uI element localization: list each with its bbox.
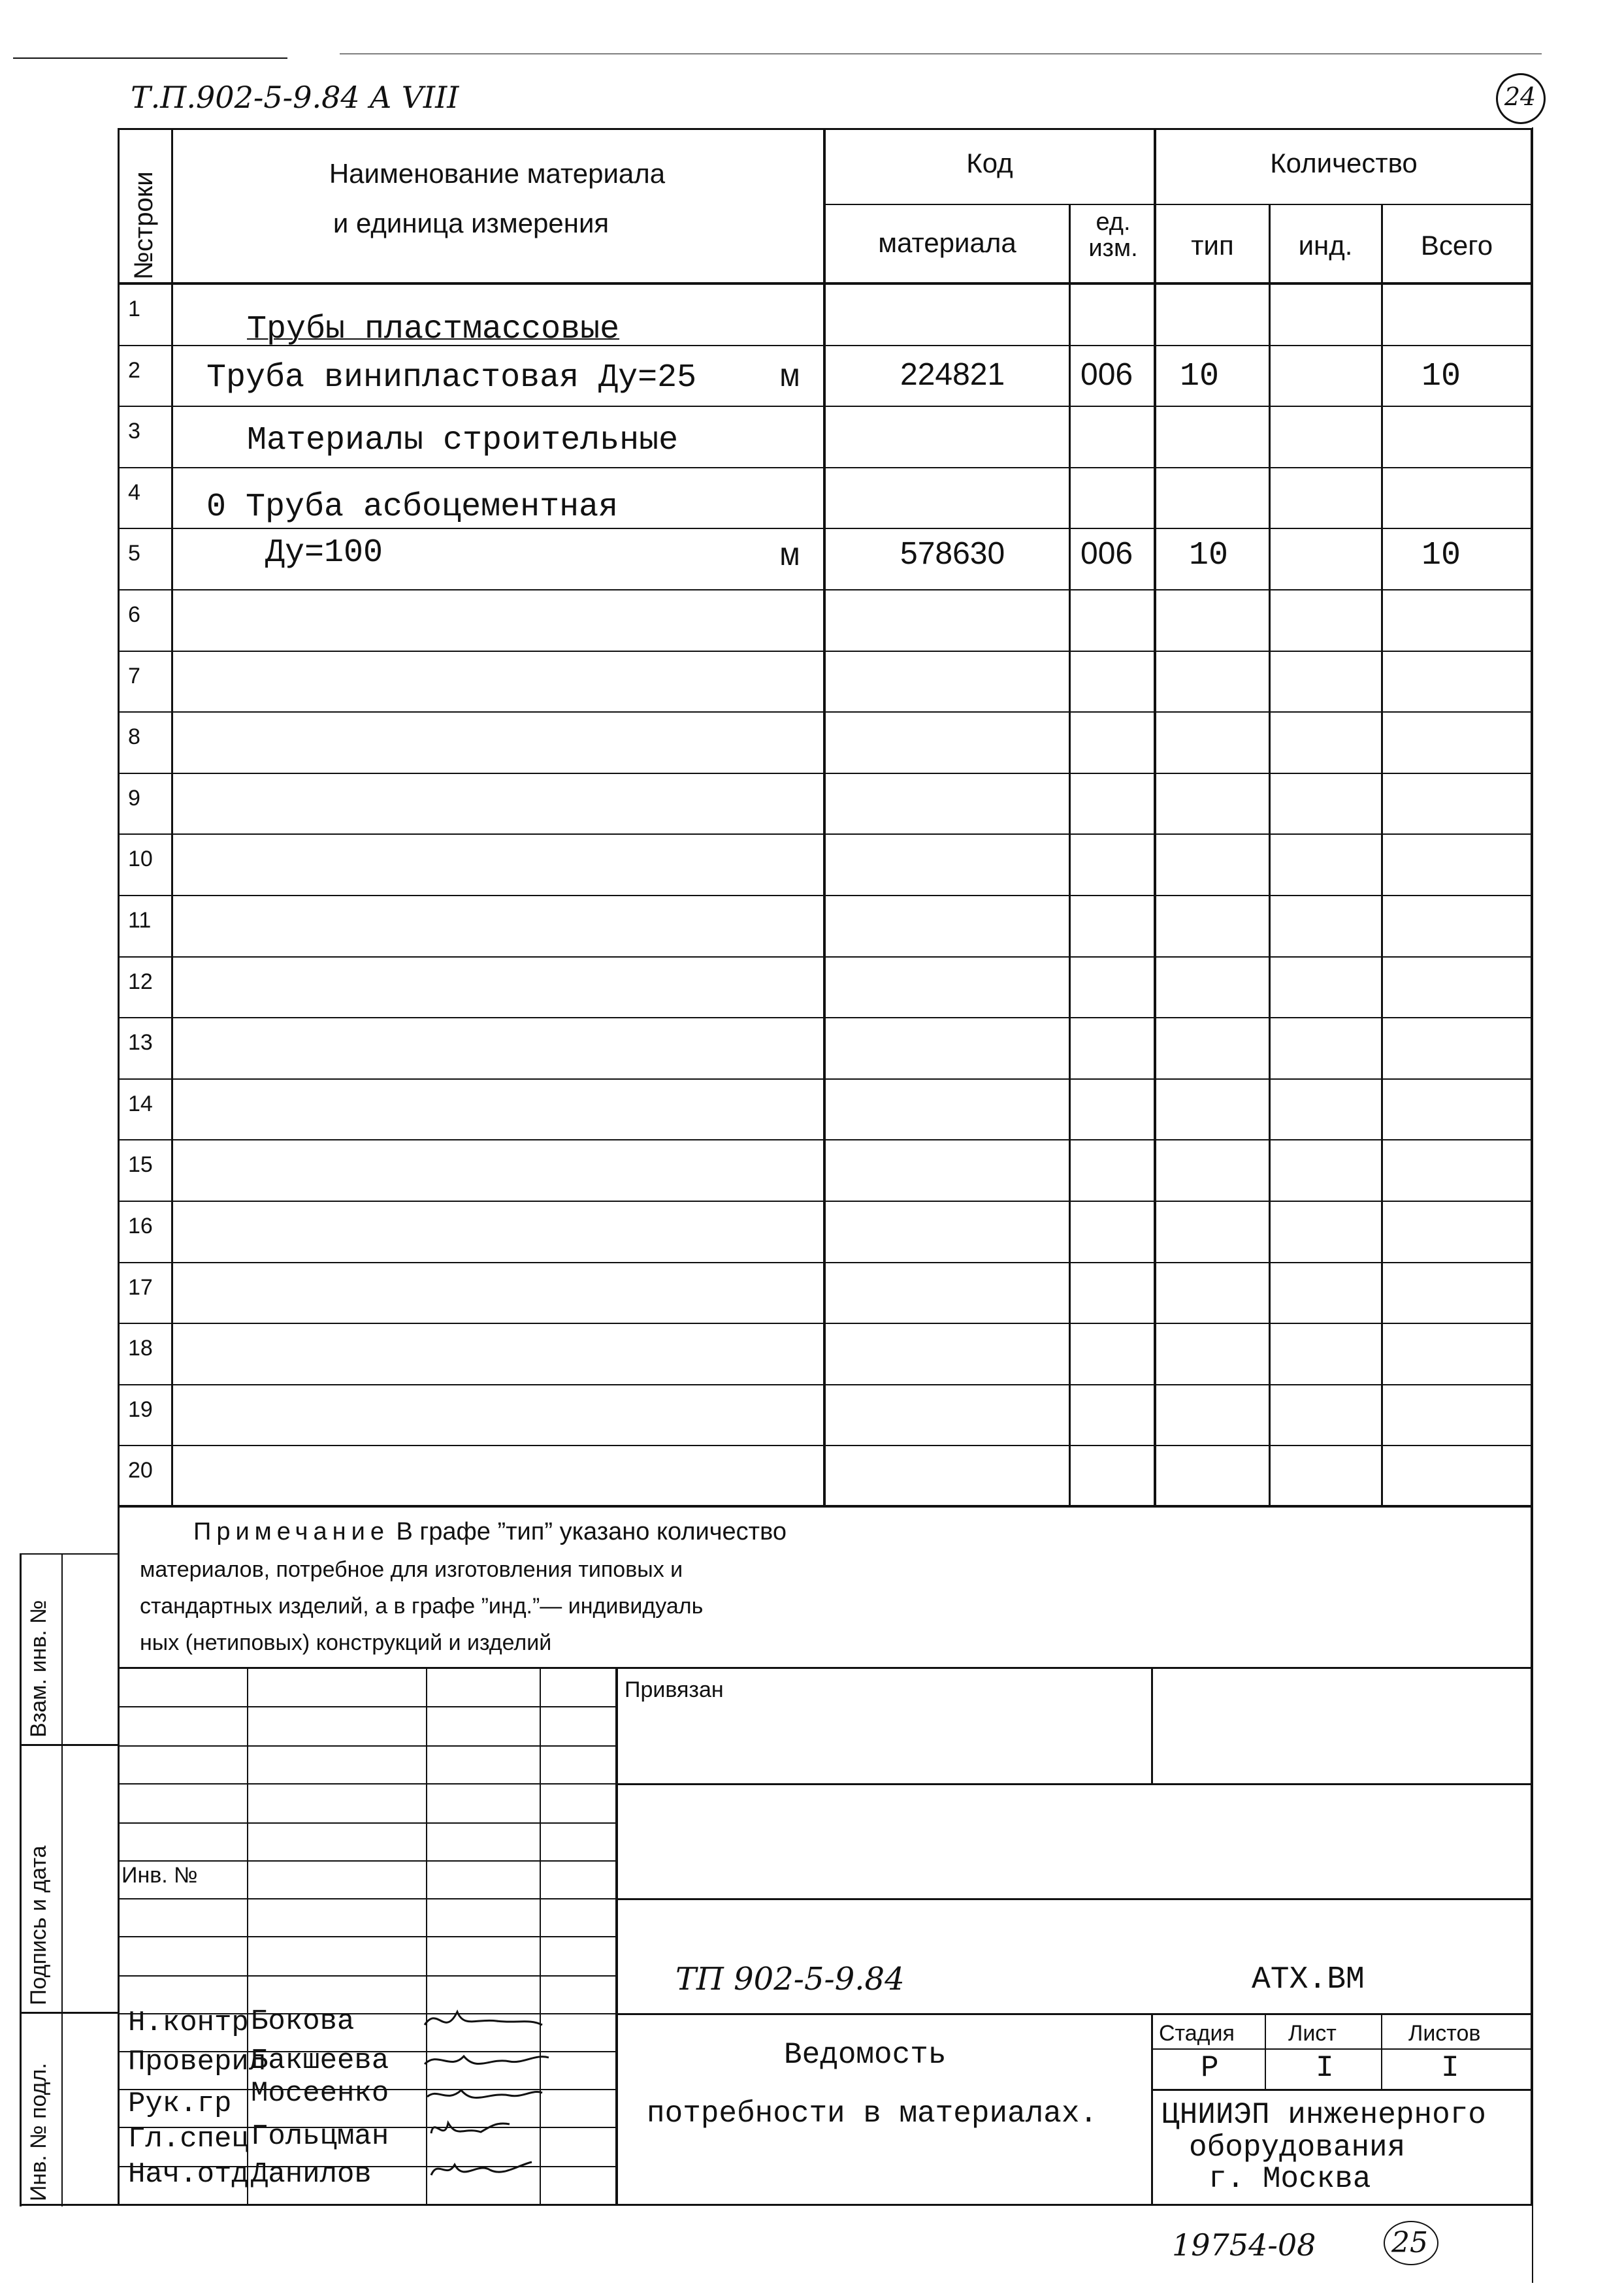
side-col-left <box>20 1553 22 2206</box>
side-label-vzam: Взам. инв. № <box>26 1600 51 1737</box>
row-separator <box>118 651 1531 652</box>
row-separator <box>118 1078 1531 1080</box>
col-line-5 <box>1269 204 1271 1508</box>
signer-role-3: Рук.гр <box>128 2088 232 2120</box>
row-number: 10 <box>128 847 153 871</box>
row-number: 2 <box>128 358 140 383</box>
listov-value: I <box>1441 2051 1459 2085</box>
archive-number: 19754-08 <box>1172 2227 1316 2263</box>
col-line-6 <box>1381 204 1383 1508</box>
hdr-sub-line <box>824 204 1531 205</box>
inv-no-label: Инв. № <box>122 1863 198 1888</box>
col-line-3 <box>1069 204 1071 1508</box>
note-line-3: стандартных изделий, а в графе ”инд.”— индивидуаль <box>140 1594 704 1619</box>
org-line-3: г. Москва <box>1209 2162 1371 2196</box>
designation: ТП 902-5-9.84 <box>675 1961 905 1997</box>
title-line-1: Ведомость <box>784 2038 947 2072</box>
tb-stage-col <box>1151 2013 1153 2205</box>
side-label-inv-podl: Инв. № подл. <box>26 2063 51 2201</box>
tb-grid-row <box>118 1975 617 1977</box>
tb-top <box>118 1667 1533 1669</box>
col-header-qty-type: тип <box>1191 230 1234 261</box>
tb-sep-designation <box>615 2013 1533 2015</box>
signer-role-2: Проверил <box>128 2046 267 2078</box>
signer-name-5: Данилов <box>251 2158 372 2191</box>
signer-role-5: Нач.отд <box>128 2158 249 2191</box>
row-separator <box>118 833 1531 835</box>
signer-name-2: Бакшеева <box>251 2044 389 2077</box>
col-header-code-material: материала <box>878 227 1016 258</box>
tb-grid-row <box>118 1783 617 1785</box>
row-separator <box>118 956 1531 958</box>
signature-3 <box>427 2090 542 2097</box>
col-header-qty-total: Всего <box>1420 230 1493 261</box>
tb-sep-privyazan <box>615 1783 1533 1785</box>
row2-unit: м <box>780 359 800 396</box>
tb-grid-row <box>118 1745 617 1747</box>
row2-ed: 006 <box>1080 357 1133 392</box>
side-col-mid <box>61 1553 63 2206</box>
row5-total: 10 <box>1421 537 1461 574</box>
col-header-qty: Количество <box>1270 148 1418 178</box>
signature-5 <box>431 2162 532 2175</box>
col-line-2 <box>823 128 826 1508</box>
note-line-1 <box>193 1518 787 1546</box>
col-line-4 <box>1154 128 1156 1508</box>
table-right <box>1531 128 1533 1508</box>
row-number: 14 <box>128 1091 153 1116</box>
tb-stage-col-2 <box>1265 2013 1266 2089</box>
signature-4 <box>431 2123 510 2133</box>
row-number: 20 <box>128 1458 153 1483</box>
signer-name-3: Мосеенко <box>251 2077 389 2110</box>
row2-name: Труба винипластовая Ду=25 <box>206 359 697 396</box>
note-text-1: В графе ”тип” указано количество <box>396 1518 787 1545</box>
doc-code: Т.П.902-5-9.84 А VIII <box>131 80 459 115</box>
table-left <box>118 128 120 2205</box>
sheet-number: 25 <box>1391 2226 1428 2259</box>
row-separator <box>118 589 1531 590</box>
row-separator <box>118 467 1531 468</box>
tb-stage-bottom <box>1151 2089 1533 2091</box>
note-label: Примечание <box>193 1518 389 1545</box>
tb-grid-row <box>118 1706 617 1707</box>
row-separator <box>118 1017 1531 1018</box>
col-header-qty-ind: инд. <box>1298 230 1353 261</box>
tb-stage-col-3 <box>1381 2013 1382 2089</box>
row-number: 18 <box>128 1336 153 1361</box>
row-separator <box>118 528 1531 529</box>
row5-unit: м <box>780 538 800 575</box>
row3-name: Материалы строительные <box>247 422 679 459</box>
signer-role-4: Гл.спец <box>128 2123 249 2156</box>
row-number: 1 <box>128 297 140 321</box>
list-value: I <box>1316 2051 1334 2085</box>
col-header-name-1: Наименование материала <box>329 158 666 189</box>
row-separator <box>118 1262 1531 1263</box>
row2-type: 10 <box>1180 358 1220 395</box>
tb-grid-row <box>118 1936 617 1937</box>
row-separator <box>118 895 1531 896</box>
list-label: Лист <box>1288 2021 1337 2046</box>
row5-code: 578630 <box>900 536 1005 571</box>
row-separator <box>118 1201 1531 1202</box>
tb-grid-row <box>118 1822 617 1824</box>
row-number: 4 <box>128 480 140 505</box>
top-rule <box>13 57 287 59</box>
stadia-label: Стадия <box>1159 2021 1235 2046</box>
row4-name: 0 Труба асбоцементная <box>206 489 619 526</box>
row-separator <box>118 406 1531 407</box>
col-header-rowno: №строки <box>129 171 158 280</box>
tb-right-col <box>1151 1667 1153 1785</box>
signer-role-1: Н.контр <box>128 2007 249 2039</box>
org-line-1: ЦНИИЭП инженерного <box>1161 2098 1486 2132</box>
row-number: 9 <box>128 786 140 811</box>
row-number: 7 <box>128 664 140 688</box>
row2-code: 224821 <box>900 357 1005 392</box>
row5-type: 10 <box>1189 537 1229 574</box>
row2-total: 10 <box>1421 358 1461 395</box>
section-code: АТХ.ВМ <box>1252 1962 1365 1997</box>
row-number: 15 <box>128 1152 153 1177</box>
title-line-2: потребности в материалах. <box>647 2097 1098 2131</box>
listov-label: Листов <box>1408 2021 1481 2046</box>
row-separator <box>118 773 1531 774</box>
signer-name-1: Бокова <box>251 2005 355 2038</box>
signature-2 <box>425 2056 549 2064</box>
note-line-4: ных (нетиповых) конструкций и изделий <box>140 1630 552 1655</box>
row-number: 19 <box>128 1397 153 1422</box>
signature-1 <box>425 2012 542 2025</box>
stadia-value: Р <box>1201 2051 1219 2085</box>
row5-name: Ду=100 <box>265 534 383 572</box>
row-number: 6 <box>128 602 140 627</box>
row-number: 5 <box>128 541 140 566</box>
signer-name-4: Гольцман <box>251 2120 389 2153</box>
note-line-2: материалов, потребное для изготовления типовых и <box>140 1557 683 1582</box>
row-number: 11 <box>128 908 152 933</box>
table-bottom <box>118 1505 1533 1508</box>
page-number: 24 <box>1504 82 1536 111</box>
tb-right <box>1531 1502 1533 2205</box>
privyazan-label: Привязан <box>625 1677 724 1702</box>
row-number: 17 <box>128 1275 153 1300</box>
row-number: 13 <box>128 1030 153 1055</box>
row-separator <box>118 1384 1531 1385</box>
row-separator <box>118 1323 1531 1324</box>
col-header-code: Код <box>966 148 1013 178</box>
org-line-2: оборудования <box>1189 2131 1406 2165</box>
row-number: 16 <box>128 1214 153 1238</box>
col-header-name-2: и единица измерения <box>333 208 609 238</box>
row-number: 8 <box>128 724 140 749</box>
tb-stage-sep <box>1151 2048 1533 2050</box>
side-label-podpis: Подпись и дата <box>26 1845 51 2005</box>
row-separator <box>118 711 1531 713</box>
tb-sep-mid <box>615 1898 1533 1900</box>
row-number: 3 <box>128 419 140 444</box>
row5-ed: 006 <box>1080 536 1133 571</box>
row-separator <box>118 1445 1531 1446</box>
row-separator <box>118 1139 1531 1140</box>
row1-name: Трубы пластмассовые <box>247 311 620 348</box>
tb-grid-row <box>118 1898 617 1899</box>
col-line-1 <box>171 128 173 1508</box>
tb-grid-row <box>118 1860 617 1862</box>
row-number: 12 <box>128 969 153 994</box>
signatures <box>418 1999 562 2208</box>
col-header-code-unit: ед. изм. <box>1088 208 1138 262</box>
